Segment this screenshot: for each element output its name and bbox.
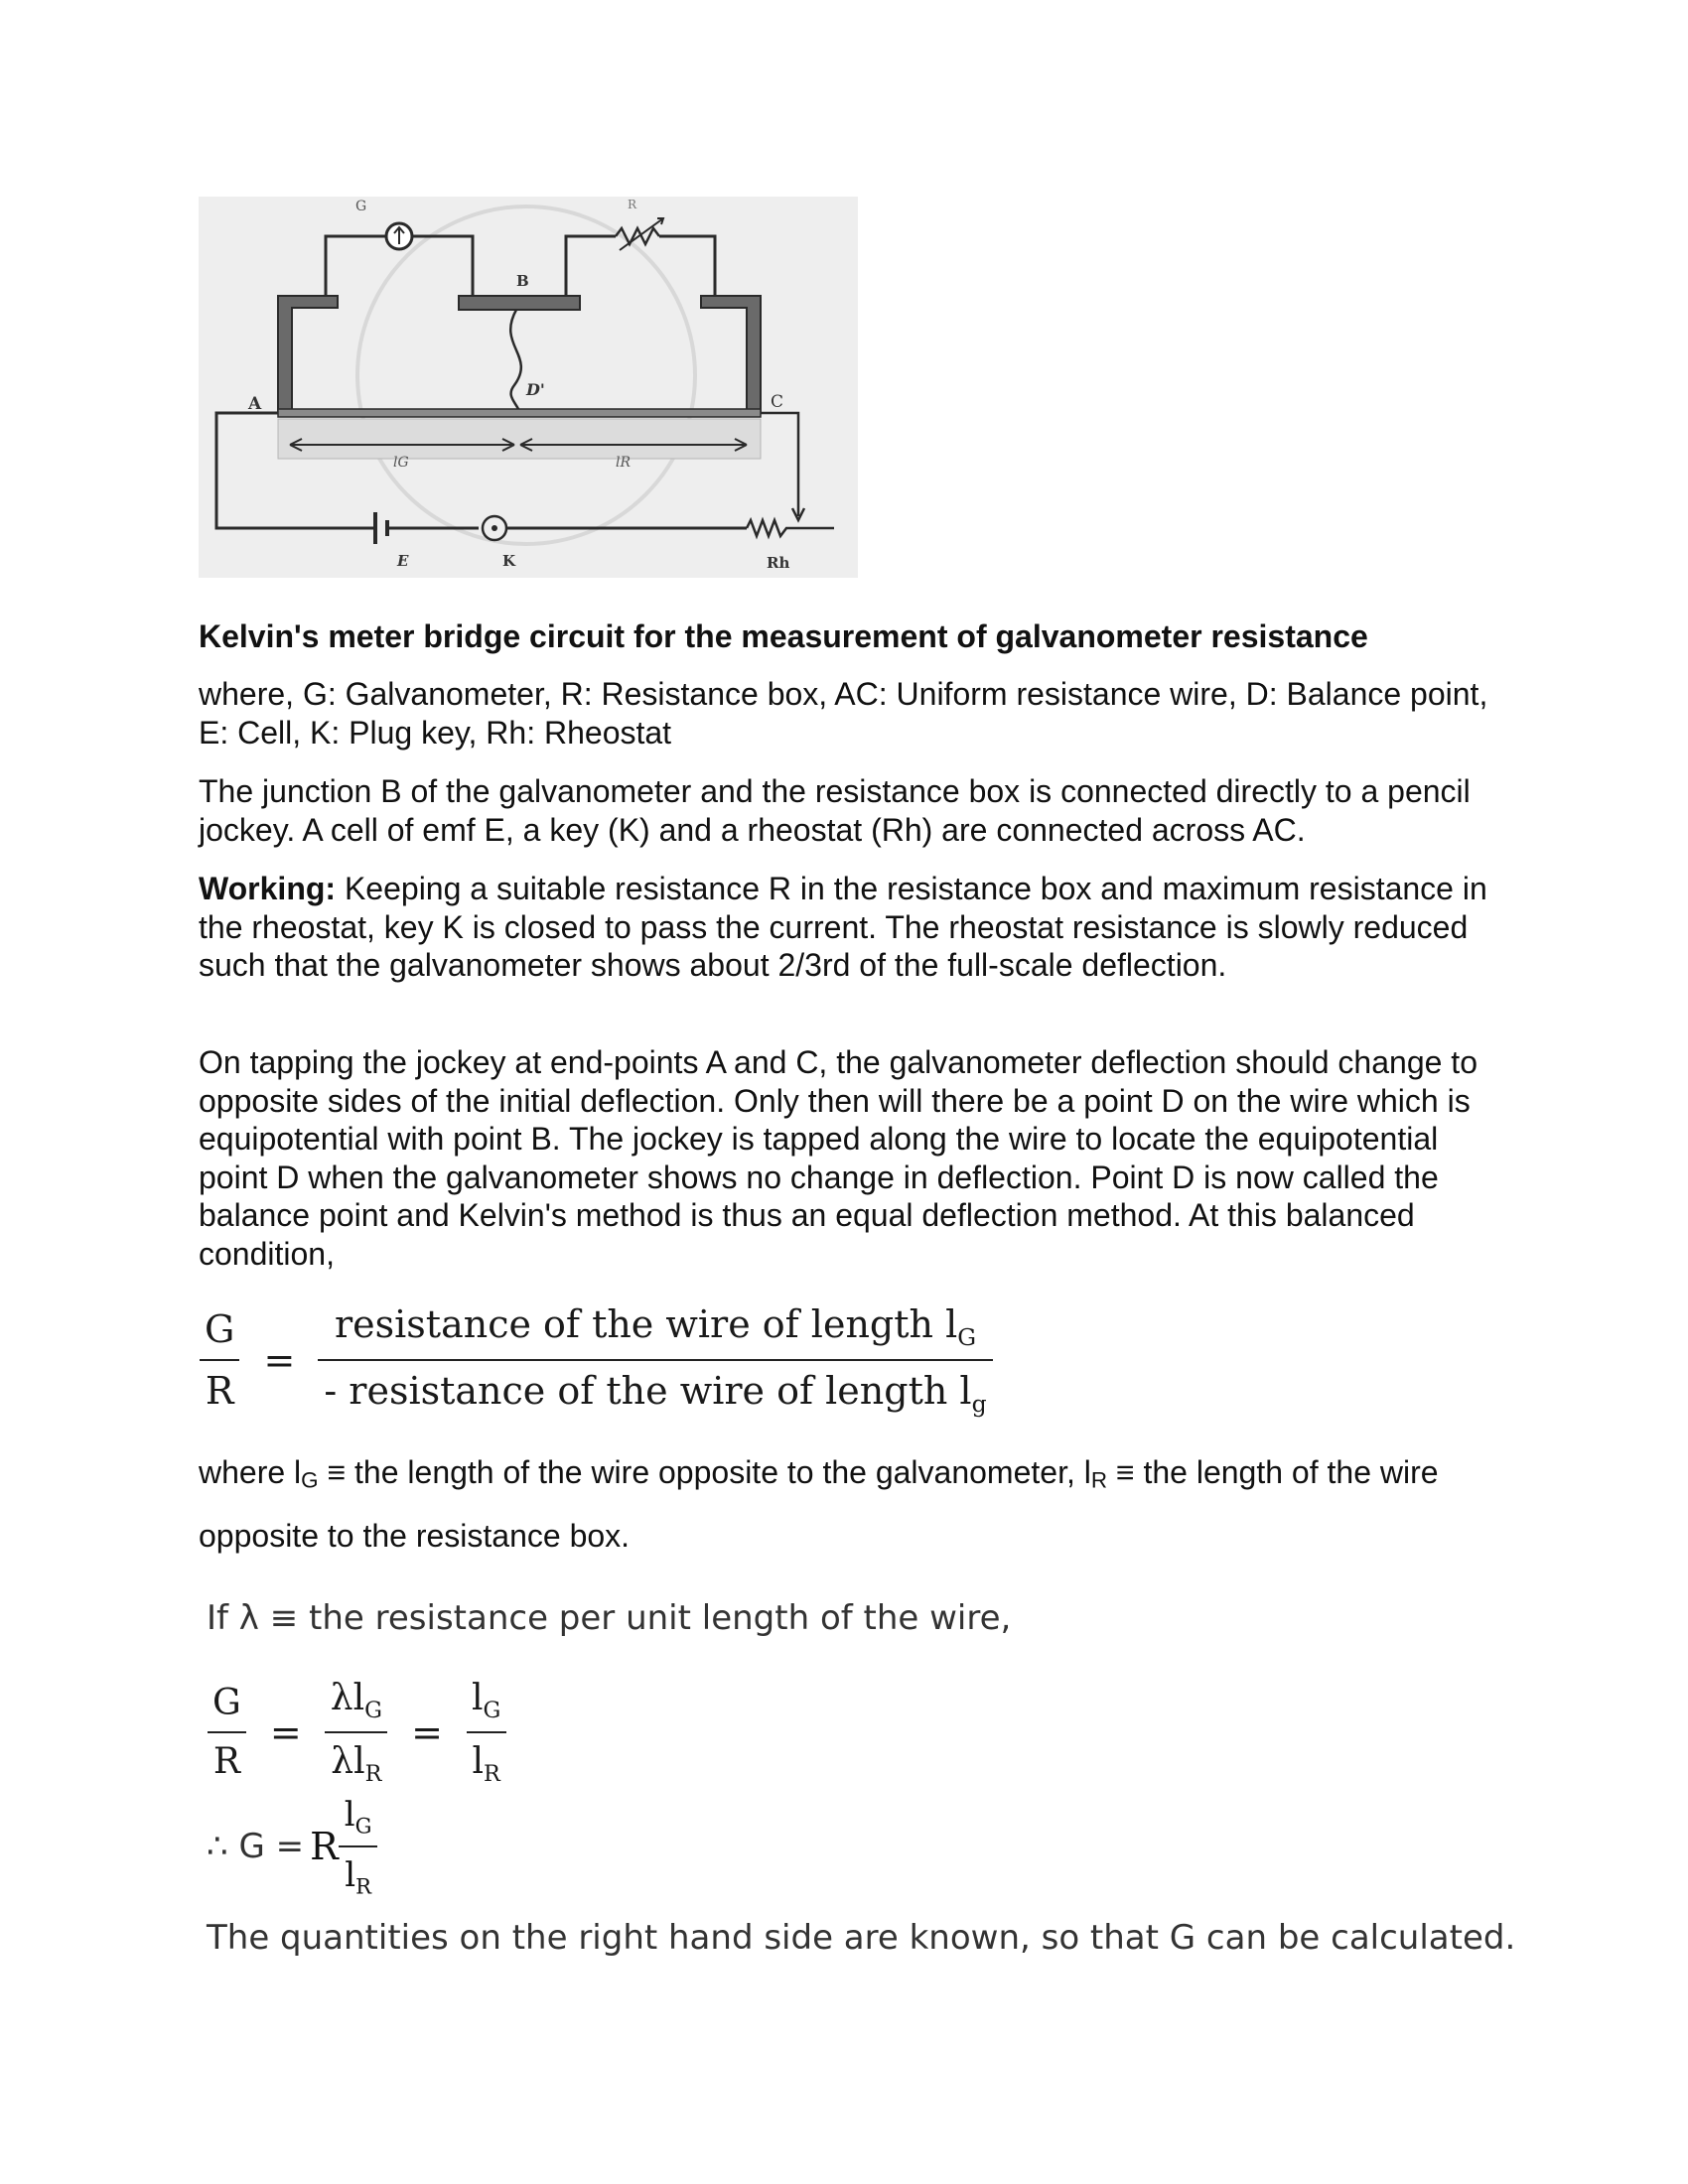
label-rh: Rh	[767, 554, 790, 572]
numerator-subscript: G	[364, 1697, 382, 1723]
fraction-denominator	[318, 1359, 992, 1418]
fraction-denominator	[339, 1845, 377, 1898]
numerator-text: l	[472, 1678, 484, 1718]
meter-bridge-diagram	[199, 197, 858, 578]
fraction-numerator	[329, 1302, 982, 1359]
fraction-numerator	[325, 1678, 388, 1731]
g-over-r-fraction	[199, 1307, 240, 1413]
where-text-c: ≡ the length of the wire opposite to the resistance box.	[199, 1454, 1439, 1555]
numerator-subscript: G	[957, 1323, 977, 1352]
where-text-a: where l	[199, 1454, 302, 1490]
label-b: B	[516, 272, 529, 290]
where-sub-g: G	[301, 1467, 319, 1493]
equals-sign: =	[269, 1709, 302, 1754]
balance-equation	[199, 1302, 993, 1418]
tapping-paragraph: On tapping the jockey at end-points A and C, the galvanometer deflection should change to opposite sides of the initial deflection. Only then will there be a point D on the wire which is equipotential with point B. The jockey is tapped along the wire to locate the equipotential point D when the galvanometer shows no change in deflection. Point D is now called the balance point and Kelvin's method is thus an equal deflection method. At this balanced condition,	[199, 1044, 1477, 1272]
result-equation	[207, 1795, 377, 1899]
numerator-text: λl	[330, 1678, 365, 1718]
working-label: Working:	[199, 871, 337, 906]
fraction-numerator	[339, 1795, 378, 1845]
fraction-denominator: R	[200, 1359, 240, 1413]
resistance-symbol: R	[310, 1825, 339, 1869]
result-fraction	[339, 1795, 378, 1899]
middle-strip	[459, 296, 580, 310]
label-k: K	[502, 552, 516, 570]
working-paragraph	[199, 870, 1509, 985]
label-a: A	[248, 394, 262, 414]
label-lg: lG	[393, 455, 409, 471]
where-definition	[199, 1444, 1509, 1564]
denominator-subscript: R	[355, 1873, 371, 1899]
denominator-text: l	[345, 1855, 356, 1896]
fraction-denominator	[467, 1731, 506, 1787]
denominator-text: λl	[331, 1740, 365, 1782]
denominator-subscript: g	[971, 1390, 987, 1419]
fraction-numerator: G	[212, 1682, 241, 1723]
equals-sign: =	[263, 1338, 296, 1383]
label-g: G	[355, 199, 367, 214]
ratio-equation	[207, 1678, 506, 1787]
label-r: R	[628, 198, 637, 211]
resistance-wire	[278, 409, 761, 417]
numerator-text: resistance of the wire of length l	[334, 1302, 958, 1346]
lambda-fraction	[325, 1678, 388, 1787]
length-fraction	[466, 1678, 506, 1787]
denominator-text: l	[472, 1740, 485, 1782]
fraction-denominator	[325, 1731, 387, 1787]
key-plug	[492, 525, 497, 531]
numerator-subscript: G	[354, 1813, 372, 1839]
meter-scale	[278, 419, 761, 459]
denominator-subscript: R	[364, 1760, 382, 1787]
working-text: Keeping a suitable resistance R in the resistance box and maximum resistance in the rheostat, key K is closed to pass the current. The rheostat resistance is slowly reduced such that the galvanometer shows about 2/3rd of the full-scale deflection.	[199, 871, 1487, 983]
label-d: D'	[526, 380, 545, 399]
where-sub-r: R	[1090, 1467, 1108, 1493]
denominator-subscript: R	[484, 1760, 500, 1787]
circuit-figure	[199, 197, 858, 578]
lambda-definition: If λ ≡ the resistance per unit length of the wire,	[207, 1598, 1012, 1638]
therefore-g-equals: ∴ G =	[207, 1827, 305, 1867]
label-lr: lR	[616, 455, 632, 471]
where-text-b: ≡ the length of the wire opposite to the galvanometer, l	[318, 1454, 1091, 1490]
fraction-numerator: G	[205, 1307, 235, 1352]
g-over-r-fraction	[207, 1683, 247, 1782]
figure-caption: Kelvin's meter bridge circuit for the measurement of galvanometer resistance	[199, 618, 1368, 654]
numerator-subscript: G	[483, 1697, 501, 1723]
fraction-numerator	[466, 1678, 506, 1731]
junction-paragraph: The junction B of the galvanometer and the resistance box is connected directly to a pencil jockey. A cell of emf E, a key (K) and a rheostat (Rh) are connected across AC.	[199, 773, 1471, 848]
legend-paragraph: where, G: Galvanometer, R: Resistance box, AC: Uniform resistance wire, D: Balance point, E: Cell, K: Plug key, Rh: Rheostat	[199, 676, 1488, 751]
denominator-text: - resistance of the wire of length l	[324, 1369, 972, 1414]
numerator-text: l	[344, 1795, 355, 1835]
resistance-ratio-fraction	[318, 1302, 992, 1418]
conclusion-sentence: The quantities on the right hand side are known, so that G can be calculated.	[207, 1918, 1516, 1958]
label-c: C	[771, 392, 784, 412]
fraction-denominator: R	[208, 1731, 246, 1782]
label-e: E	[397, 552, 409, 570]
equals-sign: =	[411, 1709, 443, 1754]
